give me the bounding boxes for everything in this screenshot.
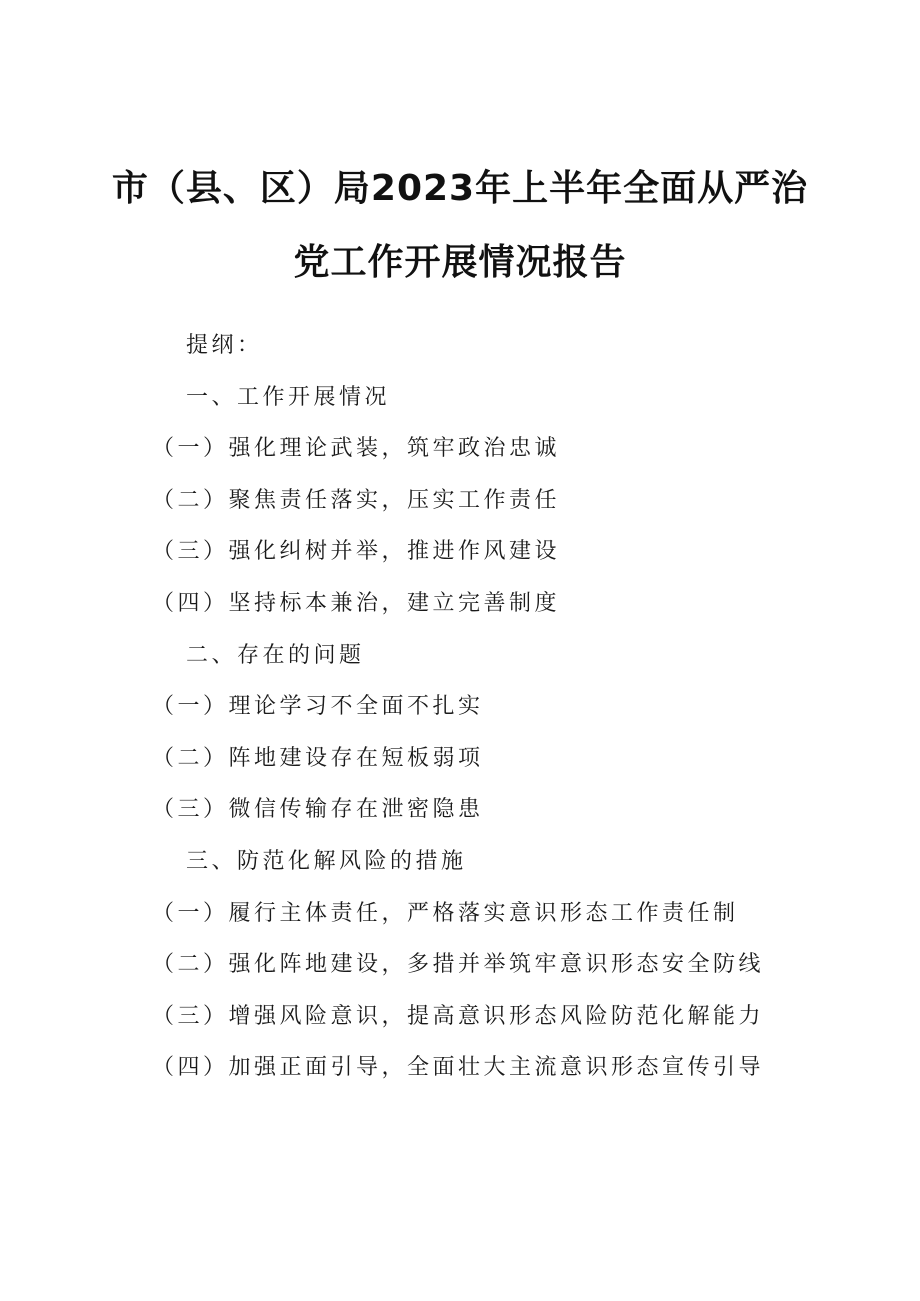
outline-intro: 提纲： <box>186 333 263 358</box>
document-title-line-2: 党工作开展情况报告 <box>293 242 627 283</box>
section-3-item-4: （四）加强正面引导，全面壮大主流意识形态宣传引导 <box>152 1055 765 1081</box>
section-1-item-1: （一）强化理论武装，筑牢政治忠诚 <box>152 436 561 462</box>
section-1-item-3: （三）强化纠树并举，推进作风建设 <box>152 539 561 565</box>
section-heading-1: 一、工作开展情况 <box>186 384 391 410</box>
section-heading-2: 二、存在的问题 <box>186 642 365 668</box>
section-1-item-2: （二）聚焦责任落实，压实工作责任 <box>152 487 561 513</box>
section-3-item-1: （一）履行主体责任，严格落实意识形态工作责任制 <box>152 900 739 926</box>
document-title-line-1: 市（县、区）局2023年上半年全面从严治 <box>111 168 809 209</box>
section-2-item-1: （一）理论学习不全面不扎实 <box>152 694 484 720</box>
section-2-item-2: （二）阵地建设存在短板弱项 <box>152 745 484 771</box>
section-3-item-3: （三）增强风险意识，提高意识形态风险防范化解能力 <box>152 1003 765 1029</box>
section-3-item-2: （二）强化阵地建设，多措并举筑牢意识形态安全防线 <box>152 952 765 978</box>
section-1-item-4: （四）坚持标本兼治，建立完善制度 <box>152 590 561 616</box>
section-2-item-3: （三）微信传输存在泄密隐患 <box>152 797 484 823</box>
outline-list <box>0 326 920 1100</box>
section-heading-3: 三、防范化解风险的措施 <box>186 848 467 874</box>
